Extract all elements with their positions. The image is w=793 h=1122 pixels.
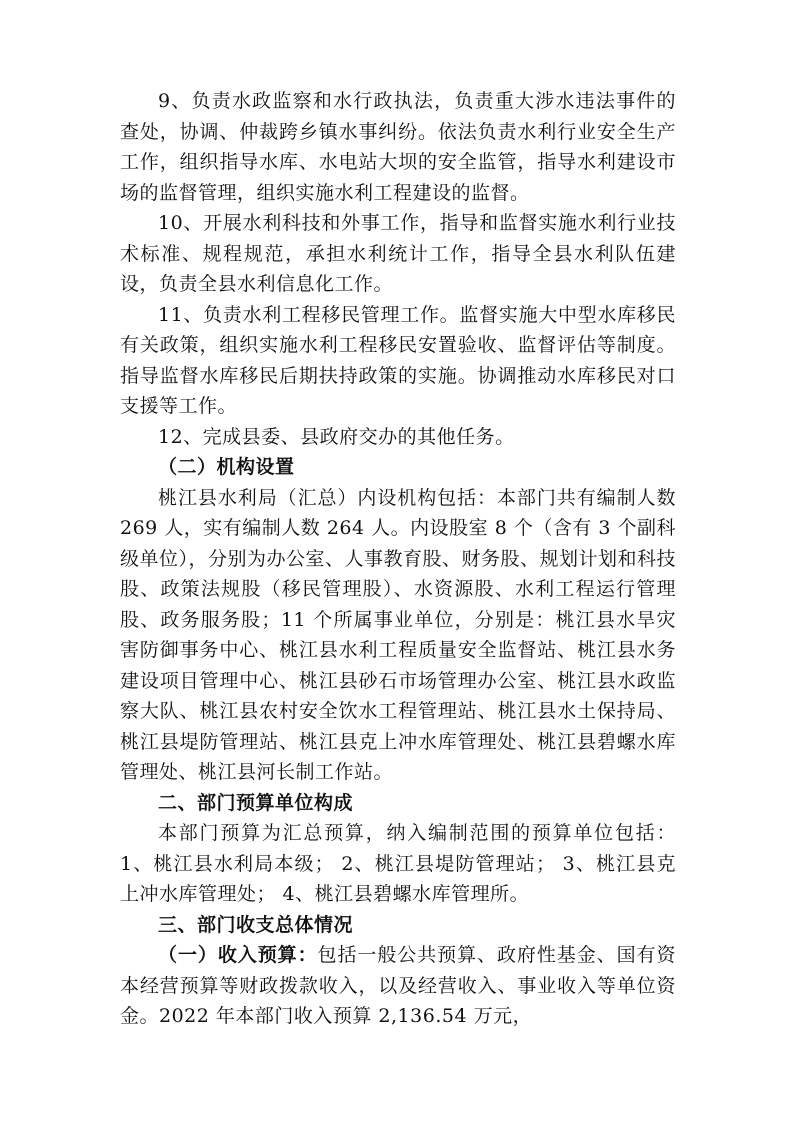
duty-item-9: 9、负责水政监察和水行政执法，负责重大涉水违法事件的查处，协调、仲裁跨乡镇水事纠纷。依法负责水利行业安全生产工作，组织指导水库、水电站大坝的安全监管，指导水利建设市场的监督管理，组织实施水利工程建设的监督。 bbox=[120, 90, 676, 204]
income-budget-lead: （一）收入预算： bbox=[158, 944, 318, 966]
document-page bbox=[120, 86, 676, 1032]
budget-units-heading: 二、部门预算单位构成 bbox=[158, 791, 354, 814]
income-budget-paragraph bbox=[120, 940, 676, 1032]
org-structure-heading: （二）机构设置 bbox=[158, 456, 295, 478]
income-budget-body: 包括一般公共预算、政府性基金、国有资本经营预算等财政拨款收入，以及经营收入、事业收入等单位资金。2022 年本部门收入预算 2,136.54 万元， bbox=[120, 944, 676, 1027]
org-structure-body: 桃江县水利局（汇总）内设机构包括：本部门共有编制人数 269 人，实有编制人数 264 人。内设股室 8 个（含有 3 个副科级单位），分别为办公室、人事教育股、财务股、规划计划和科技股、政策法规股（移民管理股）、水资源股、水利工程运行管理股、政务服务股；11 个所属事业单位，分别是：桃江县水旱灾害防御事务中心、桃江县水利工程质量安全监督站、桃江县水务建设项目管理中心、桃江县砂石市场管理办公室、桃江县水政监察大队、桃江县农村安全饮水工程管理站、桃江县水土保持局、桃江县堤防管理站、桃江县克上冲水库管理处、桃江县碧螺水库管理处、桃江县河长制工作站。 bbox=[120, 486, 677, 783]
duty-item-10: 10、开展水利科技和外事工作，指导和监督实施水利行业技术标准、规程规范，承担水利统计工作，指导全县水利队伍建设，负责全县水利信息化工作。 bbox=[120, 212, 676, 295]
duty-item-12: 12、完成县委、县政府交办的其他任务。 bbox=[158, 425, 515, 448]
duty-item-11: 11、负责水利工程移民管理工作。监督实施大中型水库移民有关政策，组织实施水利工程移民安置验收、监督评估等制度。指导监督水库移民后期扶持政策的实施。协调推动水库移民对口支援等工作。 bbox=[120, 303, 676, 417]
budget-units-body: 本部门预算为汇总预算，纳入编制范围的预算单位包括：1、桃江县水利局本级； 2、桃江县堤防管理站； 3、桃江县克上冲水库管理处； 4、桃江县碧螺水库管理所。 bbox=[120, 822, 676, 905]
overview-heading: 三、部门收支总体情况 bbox=[158, 913, 354, 936]
